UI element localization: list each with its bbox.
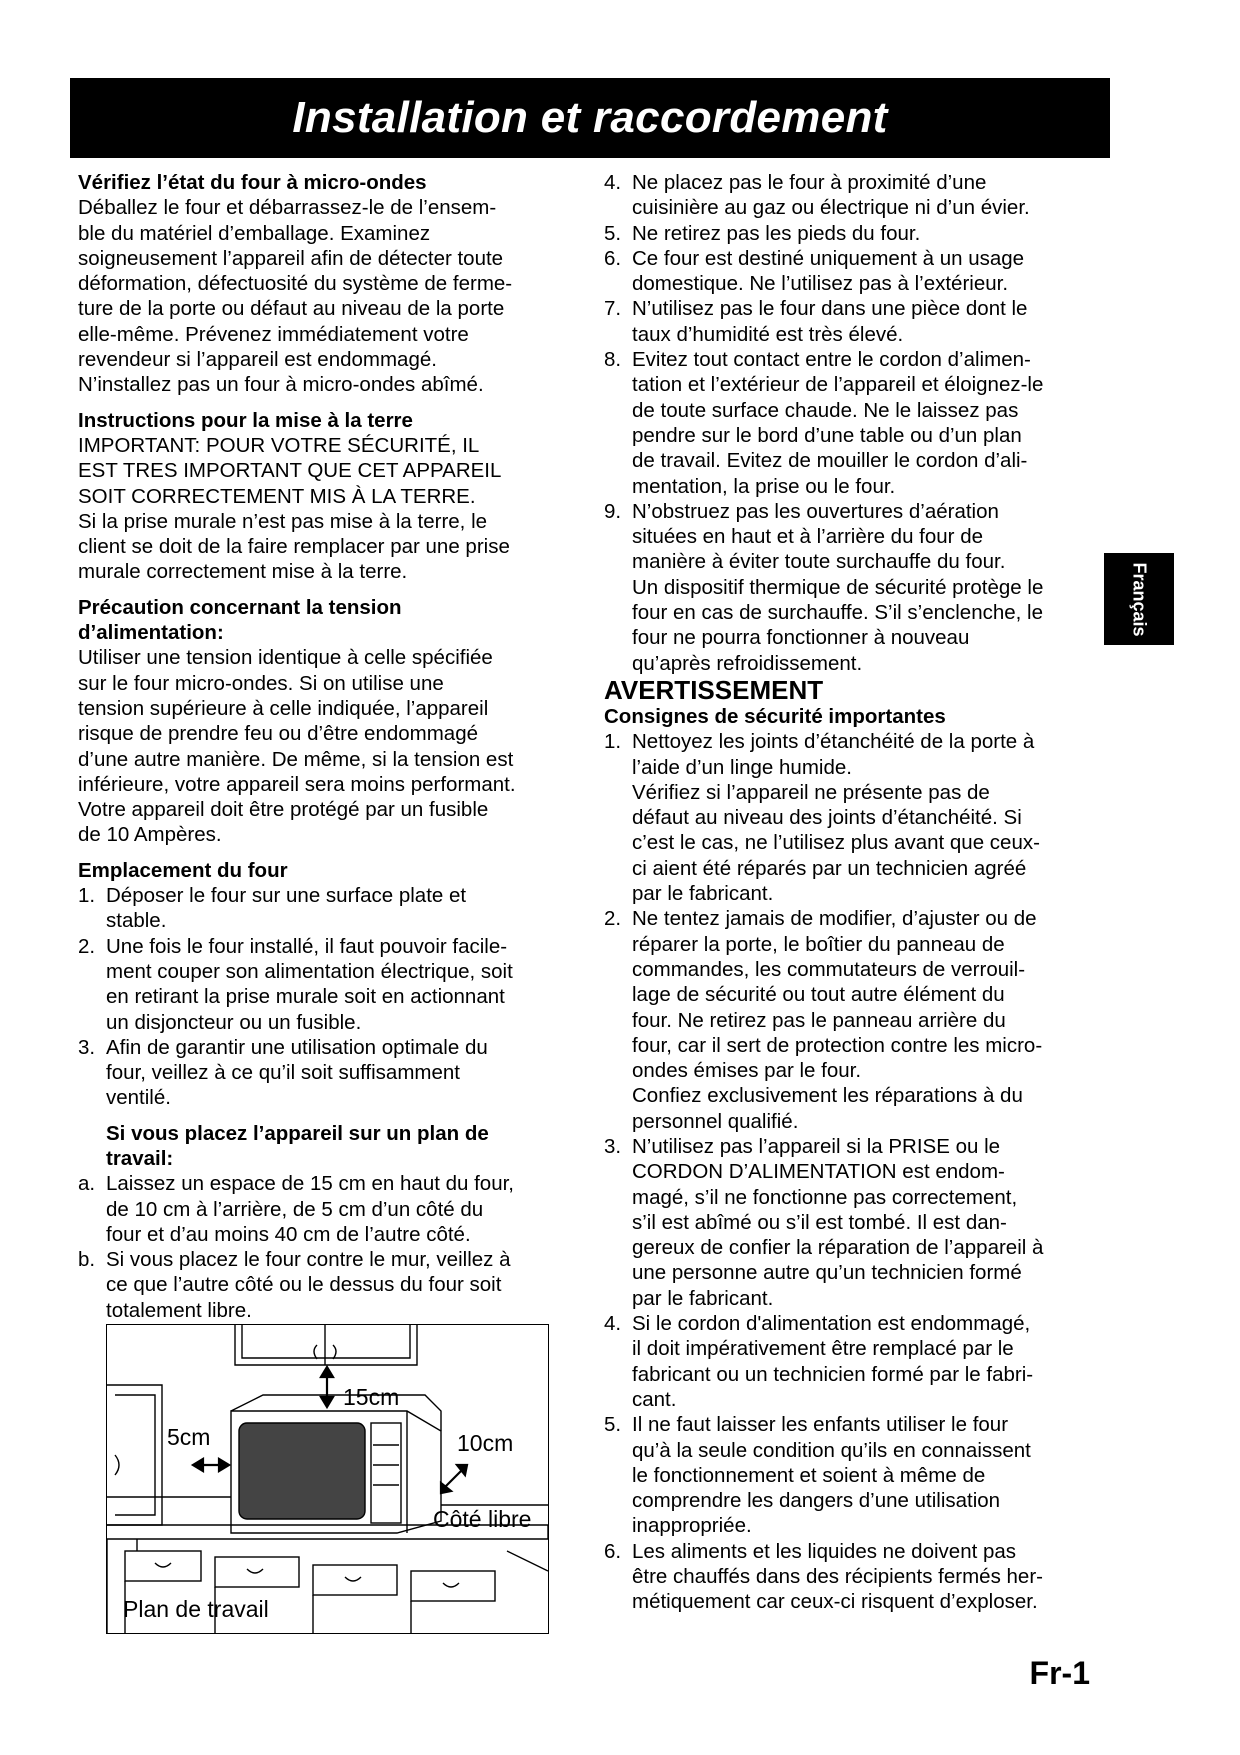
list-item — [604, 246, 1109, 297]
text-line: qu’à la seule condition qu’ils en connaissent — [632, 1438, 1031, 1462]
text-line: Afin de garantir une utilisation optimale du — [106, 1035, 488, 1059]
text-line: inférieure, votre appareil sera moins performant. — [78, 772, 516, 796]
list-item — [604, 729, 1109, 906]
location-list — [78, 883, 578, 1111]
free-side-label: Côté libre — [433, 1506, 532, 1532]
text-line: le fonctionnement et soient à même de — [632, 1463, 986, 1487]
text-line: gereux de confier la réparation de l’appareil à — [632, 1236, 1044, 1260]
section-check-oven — [78, 170, 578, 398]
text-line: magé, s’il ne fonctionne pas correctement, — [632, 1185, 1018, 1209]
text-line: Si la prise murale n’est pas mise à la terre, le — [78, 509, 488, 533]
text-line: N’utilisez pas le four dans une pièce dont le — [632, 297, 1028, 321]
text-line: Ne retirez pas les pieds du four. — [632, 221, 921, 245]
text-line: s’il est abîmé ou s’il est tombé. Il est dan- — [632, 1210, 1007, 1234]
text-line: mentation, la prise ou le four. — [632, 474, 896, 498]
text-line: une personne autre qu’un technicien formé — [632, 1261, 1022, 1285]
section-worktop — [78, 1121, 578, 1323]
text-line: four et d’au moins 40 cm de l’autre côté. — [106, 1222, 471, 1246]
text-line: être chauffés dans des récipients fermés her- — [632, 1565, 1043, 1589]
text-line: tation et l’extérieur de l’appareil et éloignez-le — [632, 373, 1044, 397]
text-line: déformation, défectuosité du système de ferme- — [78, 272, 513, 296]
text-line: fabricant ou un technicien formé par le fabri- — [632, 1362, 1034, 1386]
text-line: sur le four micro-ondes. Si on utilise une — [78, 671, 444, 695]
worktop-list — [78, 1171, 578, 1323]
worktop-label: Plan de travail — [123, 1596, 269, 1622]
text-line: murale correctement mise à la terre. — [78, 560, 408, 584]
text-line: Confiez exclusivement les réparations à du — [632, 1084, 1023, 1108]
list-item — [78, 1171, 578, 1247]
text-line: il doit impérativement être remplacé par le — [632, 1337, 1014, 1361]
text-line: four. Ne retirez pas le panneau arrière du — [632, 1008, 1006, 1032]
section-heading: travail: — [106, 1146, 174, 1170]
section-location — [78, 858, 578, 1111]
safety-list — [604, 729, 1109, 1614]
text-line: de toute surface chaude. Ne le laissez pas — [632, 398, 1019, 422]
text-line: ci aient été réparés par un technicien agréé — [632, 856, 1027, 880]
list-item — [78, 1247, 578, 1323]
text-line: Ne placez pas le four à proximité d’une — [632, 171, 987, 194]
text-line: cant. — [632, 1387, 677, 1411]
text-line: Déposer le four sur une surface plate et — [106, 884, 467, 908]
item-number: 5. — [604, 221, 622, 245]
text-line: N’installez pas un four à micro-ondes abîmé. — [78, 373, 484, 397]
text-line: Votre appareil doit être protégé par un fusible — [78, 798, 489, 822]
text-line: par le fabricant. — [632, 1286, 774, 1310]
drawer — [125, 1551, 201, 1581]
text-line: défaut au niveau des joints d’étanchéité. Si — [632, 806, 1022, 830]
text-line: soigneusement l’appareil afin de détecter toute — [78, 246, 504, 270]
text-line: totalement libre. — [106, 1298, 252, 1322]
text-line: Laissez un espace de 15 cm en haut du four, — [106, 1172, 514, 1196]
warning-heading: AVERTISSEMENT — [604, 674, 824, 705]
text-line: Une fois le four installé, il faut pouvoir facile- — [106, 934, 508, 958]
text-line: cuisinière au gaz ou électrique ni d’un évier. — [632, 196, 1030, 220]
text-line: risque de prendre feu ou d’être endommagé — [78, 722, 479, 746]
text-line: de 10 Ampères. — [78, 823, 222, 847]
text-line: four, veillez à ce qu’il soit suffisamment — [106, 1061, 460, 1085]
text-line: Déballez le four et débarrassez-le de l’ensem- — [78, 196, 497, 220]
text-line: de 10 cm à l’arrière, de 5 cm d’un côté du — [106, 1197, 484, 1221]
warning-subheading: Consignes de sécurité importantes — [604, 704, 946, 728]
text-line: ondes émises par le four. — [632, 1059, 862, 1083]
text-line: situées en haut et à l’arrière du four de — [632, 525, 983, 549]
list-item — [604, 221, 1109, 246]
top-clearance-label: 15cm — [343, 1384, 400, 1410]
section-heading: Vérifiez l’état du four à micro-ondes — [78, 171, 427, 194]
text-line: d’une autre manière. De même, si la tension est — [78, 747, 514, 771]
item-number: 6. — [604, 1539, 622, 1563]
text-line: revendeur si l’appareil est endommagé. — [78, 348, 437, 372]
item-number: 8. — [604, 348, 622, 372]
installation-figure — [106, 1324, 549, 1634]
text-line: ment couper son alimentation électrique, soit — [106, 959, 513, 983]
text-line: de travail. Evitez de mouiller le cordon d’ali- — [632, 449, 1028, 473]
text-line: stable. — [106, 909, 167, 933]
text-line: IMPORTANT: POUR VOTRE SÉCURITÉ, IL — [78, 433, 480, 457]
language-tab — [1104, 553, 1174, 645]
text-line: Evitez tout contact entre le cordon d’alimen- — [632, 348, 1031, 372]
item-letter: a. — [78, 1172, 96, 1196]
text-line: EST TRES IMPORTANT QUE CET APPAREIL — [78, 459, 502, 483]
text-line: ce que l’autre côté ou le dessus du four soit — [106, 1273, 502, 1297]
text-line: SOIT CORRECTEMENT MIS À LA TERRE. — [78, 484, 476, 508]
section-grounding — [78, 408, 578, 585]
section-heading: Précaution concernant la tension — [78, 595, 402, 619]
item-number: 4. — [604, 171, 622, 194]
text-line: elle-même. Prévenez immédiatement votre — [78, 322, 469, 346]
item-number: 3. — [604, 1134, 622, 1158]
back-clearance-label: 10cm — [457, 1430, 514, 1456]
text-line: l’aide d’un linge humide. — [632, 755, 852, 779]
section-heading: d’alimentation: — [78, 621, 224, 645]
text-line: ventilé. — [106, 1086, 171, 1110]
item-number: 2. — [604, 907, 622, 931]
right-column — [604, 170, 1109, 1615]
list-item — [78, 934, 578, 1035]
text-line: Il ne faut laisser les enfants utiliser le four — [632, 1413, 1009, 1437]
oven-clearance-illustration — [107, 1325, 548, 1633]
text-line: manière à éviter toute surchauffe du four. — [632, 550, 1006, 574]
page-title: Installation et raccordement — [292, 93, 888, 142]
list-item — [604, 906, 1109, 1134]
text-line: personnel qualifié. — [632, 1109, 799, 1133]
text-line: N’utilisez pas l’appareil si la PRISE ou le — [632, 1134, 1001, 1158]
item-number: 1. — [78, 884, 96, 908]
text-line: par le fabricant. — [632, 882, 774, 906]
text-line: c’est le cas, ne l’utilisez plus avant que ceux- — [632, 831, 1040, 855]
text-line: réparer la porte, le boîtier du panneau de — [632, 932, 1005, 956]
page-title-bar — [70, 78, 1110, 158]
language-label: Français — [1129, 561, 1150, 637]
text-line: taux d’humidité est très élevé. — [632, 322, 904, 346]
left-column — [78, 170, 578, 1333]
text-line: ble du matériel d’emballage. Examinez — [78, 221, 431, 245]
text-line: un disjoncteur ou un fusible. — [106, 1010, 362, 1034]
text-line: Utiliser une tension identique à celle spécifiée — [78, 646, 493, 670]
section-heading: Si vous placez l’appareil sur un plan de — [106, 1121, 489, 1145]
text-line: lage de sécurité ou tout autre élément du — [632, 983, 1005, 1007]
list-item — [604, 1412, 1109, 1538]
item-letter: b. — [78, 1248, 96, 1272]
text-line: tension supérieure à celle indiquée, l’appareil — [78, 696, 489, 720]
installation-list-continued — [604, 170, 1109, 676]
item-number: 4. — [604, 1312, 622, 1336]
text-line: Nettoyez les joints d’étanchéité de la porte à — [632, 730, 1035, 754]
text-line: ture de la porte ou défaut au niveau de la porte — [78, 297, 505, 321]
text-line: comprendre les dangers d’une utilisation — [632, 1489, 1001, 1513]
list-item — [604, 170, 1109, 221]
text-line: N’obstruez pas les ouvertures d’aération — [632, 499, 999, 523]
item-number: 1. — [604, 730, 622, 754]
section-heading: Instructions pour la mise à la terre — [78, 408, 413, 432]
text-line: Vérifiez si l’appareil ne présente pas de — [632, 780, 990, 804]
text-line: pendre sur le bord d’une table ou d’un plan — [632, 423, 1022, 447]
item-number: 9. — [604, 499, 622, 523]
text-line: Ne tentez jamais de modifier, d’ajuster ou de — [632, 907, 1037, 931]
list-item — [78, 1035, 578, 1111]
text-line: commandes, les commutateurs de verrouil- — [632, 957, 1026, 981]
text-line: four ne pourra fonctionner à nouveau — [632, 626, 970, 650]
list-item — [604, 499, 1109, 676]
text-line: Ce four est destiné uniquement à un usage — [632, 246, 1025, 270]
section-heading: Emplacement du four — [78, 858, 288, 882]
text-line: four, car il sert de protection contre les micro- — [632, 1033, 1043, 1057]
text-line: qu’après refroidissement. — [632, 651, 863, 675]
text-line: Si vous placez le four contre le mur, veillez à — [106, 1248, 511, 1272]
list-item — [604, 1134, 1109, 1311]
list-item — [604, 347, 1109, 499]
list-item — [604, 296, 1109, 347]
wall-cabinet — [235, 1325, 417, 1365]
text-line: client se doit de la faire remplacer par une prise — [78, 535, 510, 559]
section-voltage — [78, 595, 578, 848]
text-line: Un dispositif thermique de sécurité protège le — [632, 575, 1044, 599]
item-number: 6. — [604, 246, 622, 270]
page-number: Fr-1 — [1029, 1655, 1090, 1691]
item-number: 2. — [78, 934, 96, 958]
item-number: 7. — [604, 297, 622, 321]
text-line: en retirant la prise murale soit en actionnant — [106, 985, 505, 1009]
text-line: métiquement car ceux-ci risquent d’exploser. — [632, 1590, 1038, 1614]
text-line: Les aliments et les liquides ne doivent pas — [632, 1539, 1017, 1563]
item-number: 5. — [604, 1413, 622, 1437]
list-item — [604, 1539, 1109, 1615]
text-line: Si le cordon d'alimentation est endommagé, — [632, 1312, 1031, 1336]
text-line: inappropriée. — [632, 1514, 752, 1538]
item-number: 3. — [78, 1035, 96, 1059]
list-item — [78, 883, 578, 934]
text-line: four en cas de surchauffe. S’il s’enclenche, le — [632, 601, 1044, 625]
text-line: domestique. Ne l’utilisez pas à l’extérieur. — [632, 272, 1009, 296]
list-item — [604, 1311, 1109, 1412]
side-clearance-label: 5cm — [167, 1424, 211, 1450]
text-line: CORDON D’ALIMENTATION est endom- — [632, 1160, 1005, 1184]
